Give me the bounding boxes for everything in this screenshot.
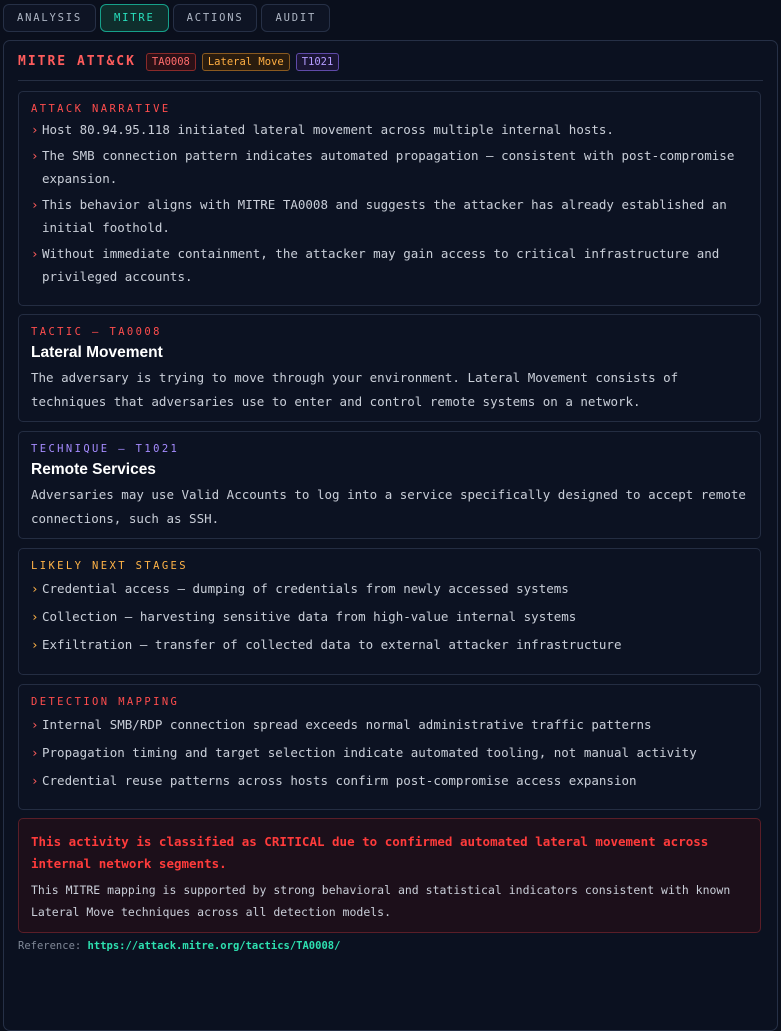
detection-mapping-card [18, 684, 761, 810]
detection-text: Internal SMB/RDP connection spread exceeds normal administrative traffic patterns [42, 717, 652, 732]
tab-mitre[interactable]: MITRE [100, 4, 169, 32]
detection-text: Credential reuse patterns across hosts confirm post-compromise access expansion [42, 773, 637, 788]
list-item [31, 605, 748, 628]
tab-audit[interactable]: AUDIT [261, 4, 330, 32]
technique-id-badge: T1021 [296, 53, 340, 71]
critical-alert [18, 818, 761, 933]
chevron-right-icon: › [31, 773, 39, 788]
stage-text: Collection — harvesting sensitive data from high-value internal systems [42, 609, 577, 624]
list-item [31, 769, 748, 792]
chevron-right-icon: › [31, 581, 39, 596]
tab-bar [3, 4, 330, 32]
chevron-right-icon: › [31, 745, 39, 760]
list-item [31, 713, 748, 736]
mitre-panel [3, 40, 778, 1031]
list-item [31, 144, 748, 190]
narrative-list [31, 118, 748, 288]
narrative-text: This behavior aligns with MITRE TA0008 and suggests the attacker has already established an initial foothold. [42, 197, 727, 235]
list-item [31, 242, 748, 288]
chevron-right-icon: › [31, 246, 39, 261]
reference [18, 940, 340, 952]
attack-narrative-label: ATTACK NARRATIVE [31, 103, 171, 115]
narrative-text: Host 80.94.95.118 initiated lateral movement across multiple internal hosts. [42, 122, 614, 137]
reference-link[interactable]: https://attack.mitre.org/tactics/TA0008/ [87, 940, 341, 952]
detection-list [31, 713, 748, 792]
tactic-id-badge: TA0008 [146, 53, 196, 71]
stage-text: Exfiltration — transfer of collected data to external attacker infrastructure [42, 637, 622, 652]
mitre-header [18, 53, 763, 81]
chevron-right-icon: › [31, 717, 39, 732]
narrative-text: Without immediate containment, the attacker may gain access to critical infrastructure and privileged accounts. [42, 246, 720, 284]
alert-detail: This MITRE mapping is supported by strong behavioral and statistical indicators consistent with known Lateral Move techniques across all detection models. [31, 883, 731, 919]
next-stages-list [31, 577, 748, 656]
chevron-right-icon: › [31, 122, 39, 137]
chevron-right-icon: › [31, 637, 39, 652]
technique-card [18, 431, 761, 539]
alert-headline: This activity is classified as CRITICAL due to confirmed automated lateral movement across internal network segments. [31, 834, 709, 871]
tactic-card [18, 314, 761, 422]
list-item [31, 118, 748, 141]
chevron-right-icon: › [31, 148, 39, 163]
chevron-right-icon: › [31, 609, 39, 624]
tactic-description: The adversary is trying to move through your environment. Lateral Movement consists of techniques that adversaries use to enter and control remote systems on a network. [31, 370, 679, 409]
tactic-name: Lateral Movement [31, 344, 163, 361]
list-item [31, 193, 748, 239]
tab-analysis[interactable]: ANALYSIS [3, 4, 96, 32]
detection-text: Propagation timing and target selection indicate automated tooling, not manual activity [42, 745, 697, 760]
reference-label: Reference: [18, 940, 82, 952]
technique-label: TECHNIQUE — T1021 [31, 443, 180, 455]
next-stages-label: LIKELY NEXT STAGES [31, 560, 188, 572]
narrative-text: The SMB connection pattern indicates automated propagation — consistent with post-compromise expansion. [42, 148, 735, 186]
detection-mapping-label: DETECTION MAPPING [31, 696, 180, 708]
chevron-right-icon: › [31, 197, 39, 212]
tactic-name-badge: Lateral Move [202, 53, 290, 71]
technique-name: Remote Services [31, 461, 156, 478]
tactic-label: TACTIC — TA0008 [31, 326, 162, 338]
next-stages-card [18, 548, 761, 675]
stage-text: Credential access — dumping of credentials from newly accessed systems [42, 581, 569, 596]
list-item [31, 633, 748, 656]
list-item [31, 577, 748, 600]
page-title: MITRE ATT&CK [18, 54, 136, 69]
technique-description: Adversaries may use Valid Accounts to log into a service specifically designed to accept remote connections, such as SSH. [31, 487, 746, 526]
list-item [31, 741, 748, 764]
attack-narrative-card [18, 91, 761, 306]
tab-actions[interactable]: ACTIONS [173, 4, 258, 32]
